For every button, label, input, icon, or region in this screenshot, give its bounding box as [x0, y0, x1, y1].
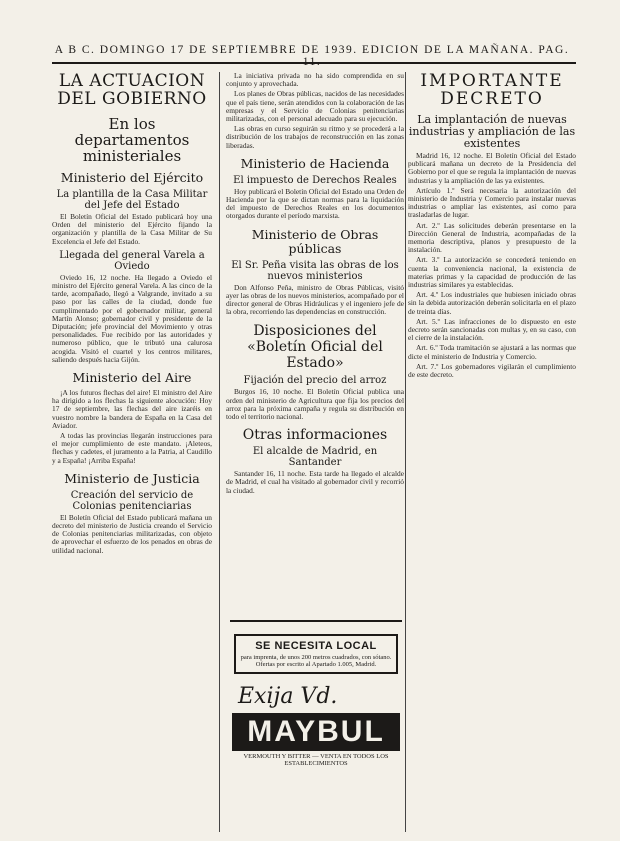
paragraph: El Boletín Oficial del Estado publicará hoy una Orden del ministerio del Ejército fijando la organización y plantilla de la Casa Militar de Su Excelencia el Jefe del Estado.	[52, 212, 212, 246]
section-heading: Ministerio de Hacienda	[240, 155, 390, 171]
column-left	[52, 72, 212, 832]
classified-ad-text: para imprenta, de unos 200 metros cuadrados, con sótano. Ofertas por escrito al Apartado 1.005, Madrid.	[240, 654, 392, 668]
paragraph: Hoy publicará el Boletín Oficial del Estado una Orden de Hacienda por la que se dictan normas para la liquidación del impuesto de Derechos Reales en los documentos otorgados durante el período marxista.	[226, 186, 404, 221]
paragraph: A todas las provincias llegarán instrucciones para el mejor cumplimiento de este mandato. ¡Aleteos, flechas y cadetes, el juramento a la Patria, al Caudillo y a España! ¡Arriba España!	[52, 431, 212, 465]
paragraph: Oviedo 16, 12 noche. Ha llegado a Oviedo el ministro del Ejército general Varela. A las cinco de la tarde, acompañado, llegó a Valgrande, invitado a su paso por las calles de la ciudad, donde fue cumplimentado por el gobernador militar, general Martín Alonso; gobernador civil y presidente de la Diputación; jefe provincial del Movimiento y otras personalidades. Fue recibido por las autoridades y numeroso público, que le tributó una calurosa acogida. Visitó el cuartel y los centros militares, saliendo después hacia Gijón.	[52, 272, 212, 364]
subheading: Fijación del precio del arroz	[243, 375, 387, 387]
column-divider	[219, 72, 220, 832]
column-middle	[226, 72, 404, 617]
subheading: El Sr. Peña visita las obras de los nuevos ministerios	[231, 259, 399, 282]
page-header: A B C. DOMINGO 17 DE SEPTIEMBRE DE 1939. EDICION DE LA MAÑANA. PAG.	[54, 44, 570, 56]
paragraph: Santander 16, 11 noche. Esta tarde ha llegado el alcalde de Madrid, el cual ha visitado al gobernador civil y recorrió la ciudad.	[226, 469, 404, 495]
article-subtitle: La implantación de nuevas industrias y ampliación de las existentes	[408, 113, 576, 150]
classified-ad-title: SE NECESITA LOCAL	[255, 640, 377, 652]
paragraph: Burgos 16, 10 noche. El Boletín Oficial publica una orden del ministerio de Agricultura que fija los precios del arroz para la próxima campaña y regula su distribución en todo el territorio nacional.	[226, 387, 404, 422]
column-right	[408, 72, 576, 832]
article-title: IMPORTANTE DECRETO	[420, 72, 564, 109]
paragraph: Artículo 1.º Será necesaria la autorización del ministerio de Industria y Comercio para instalar nuevas industrias o ampliar las existentes, así como para trasladarlas de lugar.	[408, 185, 576, 220]
section-heading: Otras informaciones	[242, 427, 388, 444]
paragraph: Art. 7.º Los gobernadores vigilarán el cumplimiento de este decreto.	[408, 361, 576, 380]
paragraph: Los planes de Obras públicas, nacidos de las necesidades que el país tiene, serán atendidos con la colaboración de las empresas y el Servicio de Colonias penitenciarias militarizadas, con el personal adecuado para su ejecución.	[226, 89, 404, 124]
section-heading: Ministerio de Justicia	[64, 470, 200, 486]
advertisement-area	[230, 620, 402, 832]
header-rule	[52, 62, 576, 64]
paragraph: Art. 2.º Las solicitudes deberán presentarse en la Dirección General de Industria, acompañadas de la memoria descriptiva, planos y presupuesto de la instalación.	[408, 220, 576, 255]
subheading: Llegada del general Varela a Oviedo	[59, 249, 205, 272]
paragraph: La iniciativa privada no ha sido comprendida en su conjunto y aprovechada.	[226, 72, 404, 89]
paragraph: Art. 6.º Toda tramitación se ajustará a las normas que dicte el ministerio de Industria y Comercio.	[408, 343, 576, 361]
paragraph: ¡A los futuros flechas del aire! El ministro del Aire ha dirigido a los flechas la siguiente alocución: Hoy 17 de septiembre, las flechas del aire izaréis en vuestro nombre la bandera de España en la Casa del Aviador.	[52, 388, 212, 430]
brand-ad-logo: MAYBUL	[232, 713, 400, 751]
paragraph: Art. 4.º Los industriales que hubiesen iniciado obras sin la debida autorización deberán solicitarla en el plazo de treinta días.	[408, 290, 576, 316]
article-title: LA ACTUACION DEL GOBIERNO	[57, 72, 207, 109]
paragraph: Las obras en curso seguirán su ritmo y se procederá a la distribución de los trabajos de reconstrucción en las zonas liberadas.	[226, 124, 404, 150]
subheading: La plantilla de la Casa Militar del Jefe del Estado	[56, 189, 208, 211]
column-divider	[405, 72, 406, 832]
paragraph: Don Alfonso Peña, ministro de Obras Públicas, visitó ayer las obras de los nuevos ministerios, acompañado por el director general de Obras Hidráulicas y el ingeniero jefe de la obra, recorriendo las dependencias en construcción.	[226, 282, 404, 317]
subheading: Creación del servicio de Colonias penitenciarias	[70, 489, 194, 512]
paragraph: Art. 3.º La autorización se concederá teniendo en cuenta la conveniencia nacional, la existencia de materias primas y la capacidad de producción de las industrias similares ya establecidas.	[408, 255, 576, 290]
classified-ad	[234, 634, 398, 674]
paragraph: Madrid 16, 12 noche. El Boletín Oficial del Estado publicará mañana un decreto de la Presidencia del Gobierno por el que se regula la implantación de nuevas industrias y la ampliación de las ya existentes.	[408, 151, 576, 185]
article-subtitle: En los departamentos ministeriales	[74, 115, 190, 165]
section-heading: Ministerio de Obras públicas	[251, 226, 379, 256]
subheading: El alcalde de Madrid, en Santander	[252, 446, 378, 469]
brand-ad	[232, 684, 400, 767]
paragraph: Art. 5.º Las infracciones de lo dispuesto en este decreto serán sancionadas con multas y, en su caso, con el cierre de la instalación.	[408, 316, 576, 343]
paragraph: El Boletín Oficial del Estado publicará mañana un decreto del ministerio de Justicia creando el Servicio de Colonias penitenciarias militarizadas, con objeto de aprovechar el esfuerzo de los penados en obras de utilidad nacional.	[52, 512, 212, 555]
section-heading: Ministerio del Aire	[72, 370, 192, 386]
section-heading: Disposiciones del «Boletín Oficial del Estado»	[247, 323, 383, 372]
section-heading: Ministerio del Ejército	[60, 170, 204, 185]
brand-ad-footer: VERMOUTH Y BITTER — VENTA EN TODOS LOS ESTABLECIMIENTOS	[243, 753, 389, 767]
brand-ad-slogan: Exija Vd.	[238, 684, 338, 709]
subheading: El impuesto de Derechos Reales	[233, 174, 397, 186]
